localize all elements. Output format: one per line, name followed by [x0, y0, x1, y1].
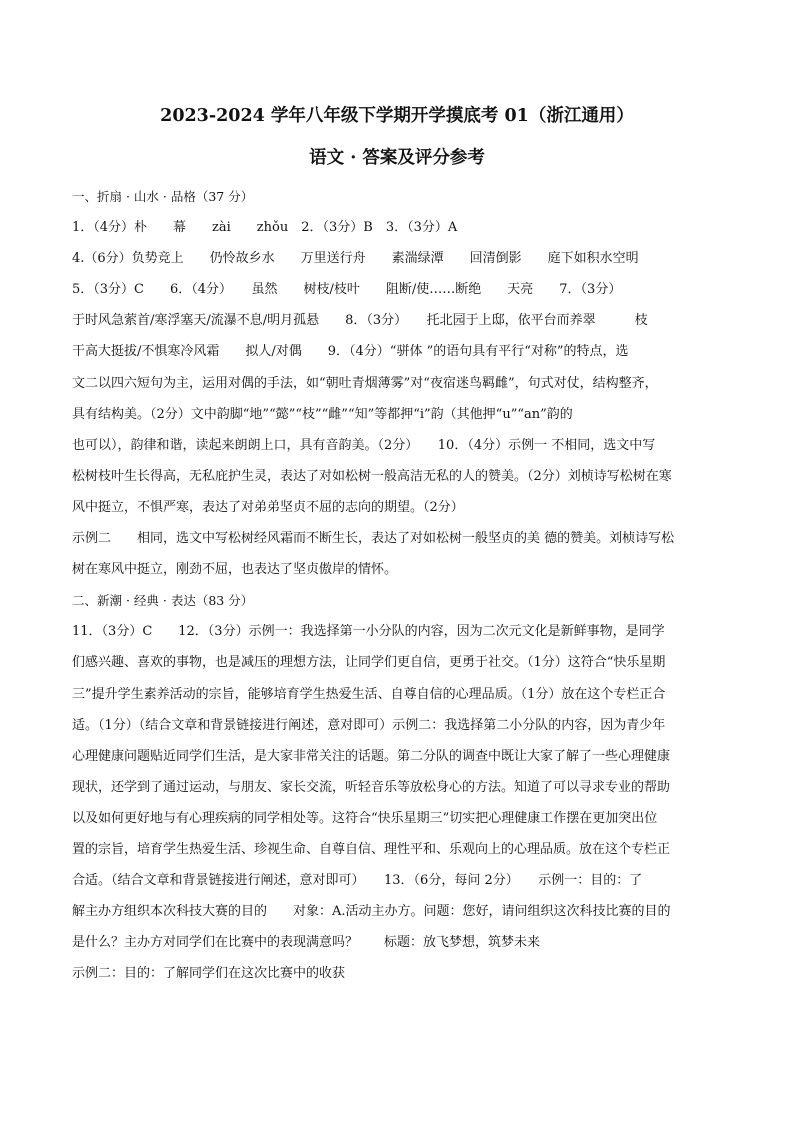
answer-line: 树在寒风中挺立，刚劲不屈，也表达了坚贞傲岸的情怀。 — [72, 562, 398, 578]
answer-line: 示例二：目的：了解同学们在这次比赛中的收获 — [72, 966, 346, 982]
answer-line: 置的宗旨，培育学生热爱生活、珍视生命、自尊自信、理性平和、乐观向上的心理品质。放在这个专栏正 — [72, 841, 671, 857]
answer-line: 风中挺立，不惧严寒，表达了对弟弟坚贞不屈的志向的期望。（2分） — [72, 499, 464, 515]
document-subtitle: 语文 · 答案及评分参考 — [309, 148, 485, 168]
answer-line: 三”提升学生素养活动的宗旨，能够培育学生热爱生活、自尊自信的心理品质。（1分）放在这个专栏正合 — [72, 686, 666, 702]
answer-content — [72, 181, 722, 989]
answer-line: 心理健康问题贴近同学们生活，是大家非常关注的话题。第二分队的调查中既让大家了解了一些心理健康 — [72, 748, 671, 764]
section-heading: 二、新潮 · 经典 · 表达（83 分） — [72, 593, 254, 609]
answer-line: 1．（4分）朴 幕 zài zhǒu 2．（3分）B 3．（3分）A — [72, 220, 458, 236]
answer-line: 具有结构美。（2分）文中韵脚“地”“懿”“枝”“雌”“知”等都押“i”韵（其他押“u”“an”韵的 — [72, 406, 573, 422]
document-title: 2023-2024 学年八年级下学期开学摸底考 01（浙江通用） — [160, 106, 634, 126]
answer-line: 是什么？主办方对同学们在比赛中的表现满意吗？ 标题：放飞梦想，筑梦未来 — [72, 935, 541, 951]
answer-line: 于时风急萦首/寒浮塞天/流瀑不息/明月孤悬 8．（3分） 托北园于上邸，依平台而养翠 枝 — [72, 313, 648, 329]
answer-line: 合适。（结合文章和背景链接进行阐述，意对即可） 13．（6分，每问 2分） 示例一：目的：了 — [72, 873, 643, 889]
answer-line: 现状，还学到了通过运动，与朋友、家长交流，听轻音乐等放松身心的方法。知道了可以寻求专业的帮助 — [72, 779, 671, 795]
section-heading: 一、折扇 · 山水 · 品格（37 分） — [72, 189, 254, 204]
answer-line: 示例二 相同，选文中写松树经风霜而不断生长，表达了对如松树一般坚贞的美 德的赞美。刘桢诗写松 — [72, 531, 675, 547]
answer-line: 们感兴趣、喜欢的事物，也是减压的理想方法，让同学们更自信，更勇于社交。（1分）这符合“快乐星期 — [72, 655, 666, 671]
answer-line: 11．（3分）C 12．（3分）示例一：我选择第一小分队的内容，因为二次元文化是新鲜事物，是同学 — [72, 624, 665, 640]
answer-line: 4.（6分）负势竞上 仍怜故乡水 万里送行舟 素湍绿潭 回清倒影 庭下如积水空明 — [72, 251, 639, 267]
answer-line: 适。（1分）（结合文章和背景链接进行阐述，意对即可）示例二：我选择第二小分队的内容，因为青少年 — [72, 717, 666, 733]
answer-line: 5．（3分）C 6．（4分） 虽然 树枝/枝叶 阻断/使……断绝 天亮 7．（3分） — [72, 282, 622, 298]
answer-line: 松树枝叶生长得高，无私庇护生灵，表达了对如松树一般高洁无私的人的赞美。（2分）刘桢诗写松树在寒 — [72, 468, 672, 484]
answer-line: 干高大挺拔/不惧寒冷风霜 拟人/对偶 9．（4分）“骈体 ”的语句具有平行“对称”的特点，选 — [72, 344, 629, 360]
answer-line: 以及如何更好地与有心理疾病的同学相处等。这符合“快乐星期三”切实把心理健康工作摆在更加突出位 — [72, 810, 658, 826]
answer-line: 也可以），韵律和谐，读起来朗朗上口，具有音韵美。（2分） 10．（4分）示例一 不相同，选文中写 — [72, 437, 656, 453]
answer-line: 解主办方组织本次科技大赛的目的 对象：A.活动主办方。问题：您好，请问组织这次科技比赛的目的 — [72, 904, 671, 920]
answer-line: 文二以四六短句为主，运用对偶的手法，如“朝吐青烟薄雾”对“夜宿迷鸟羁雌”，句式对仗，结构整齐， — [72, 375, 658, 391]
